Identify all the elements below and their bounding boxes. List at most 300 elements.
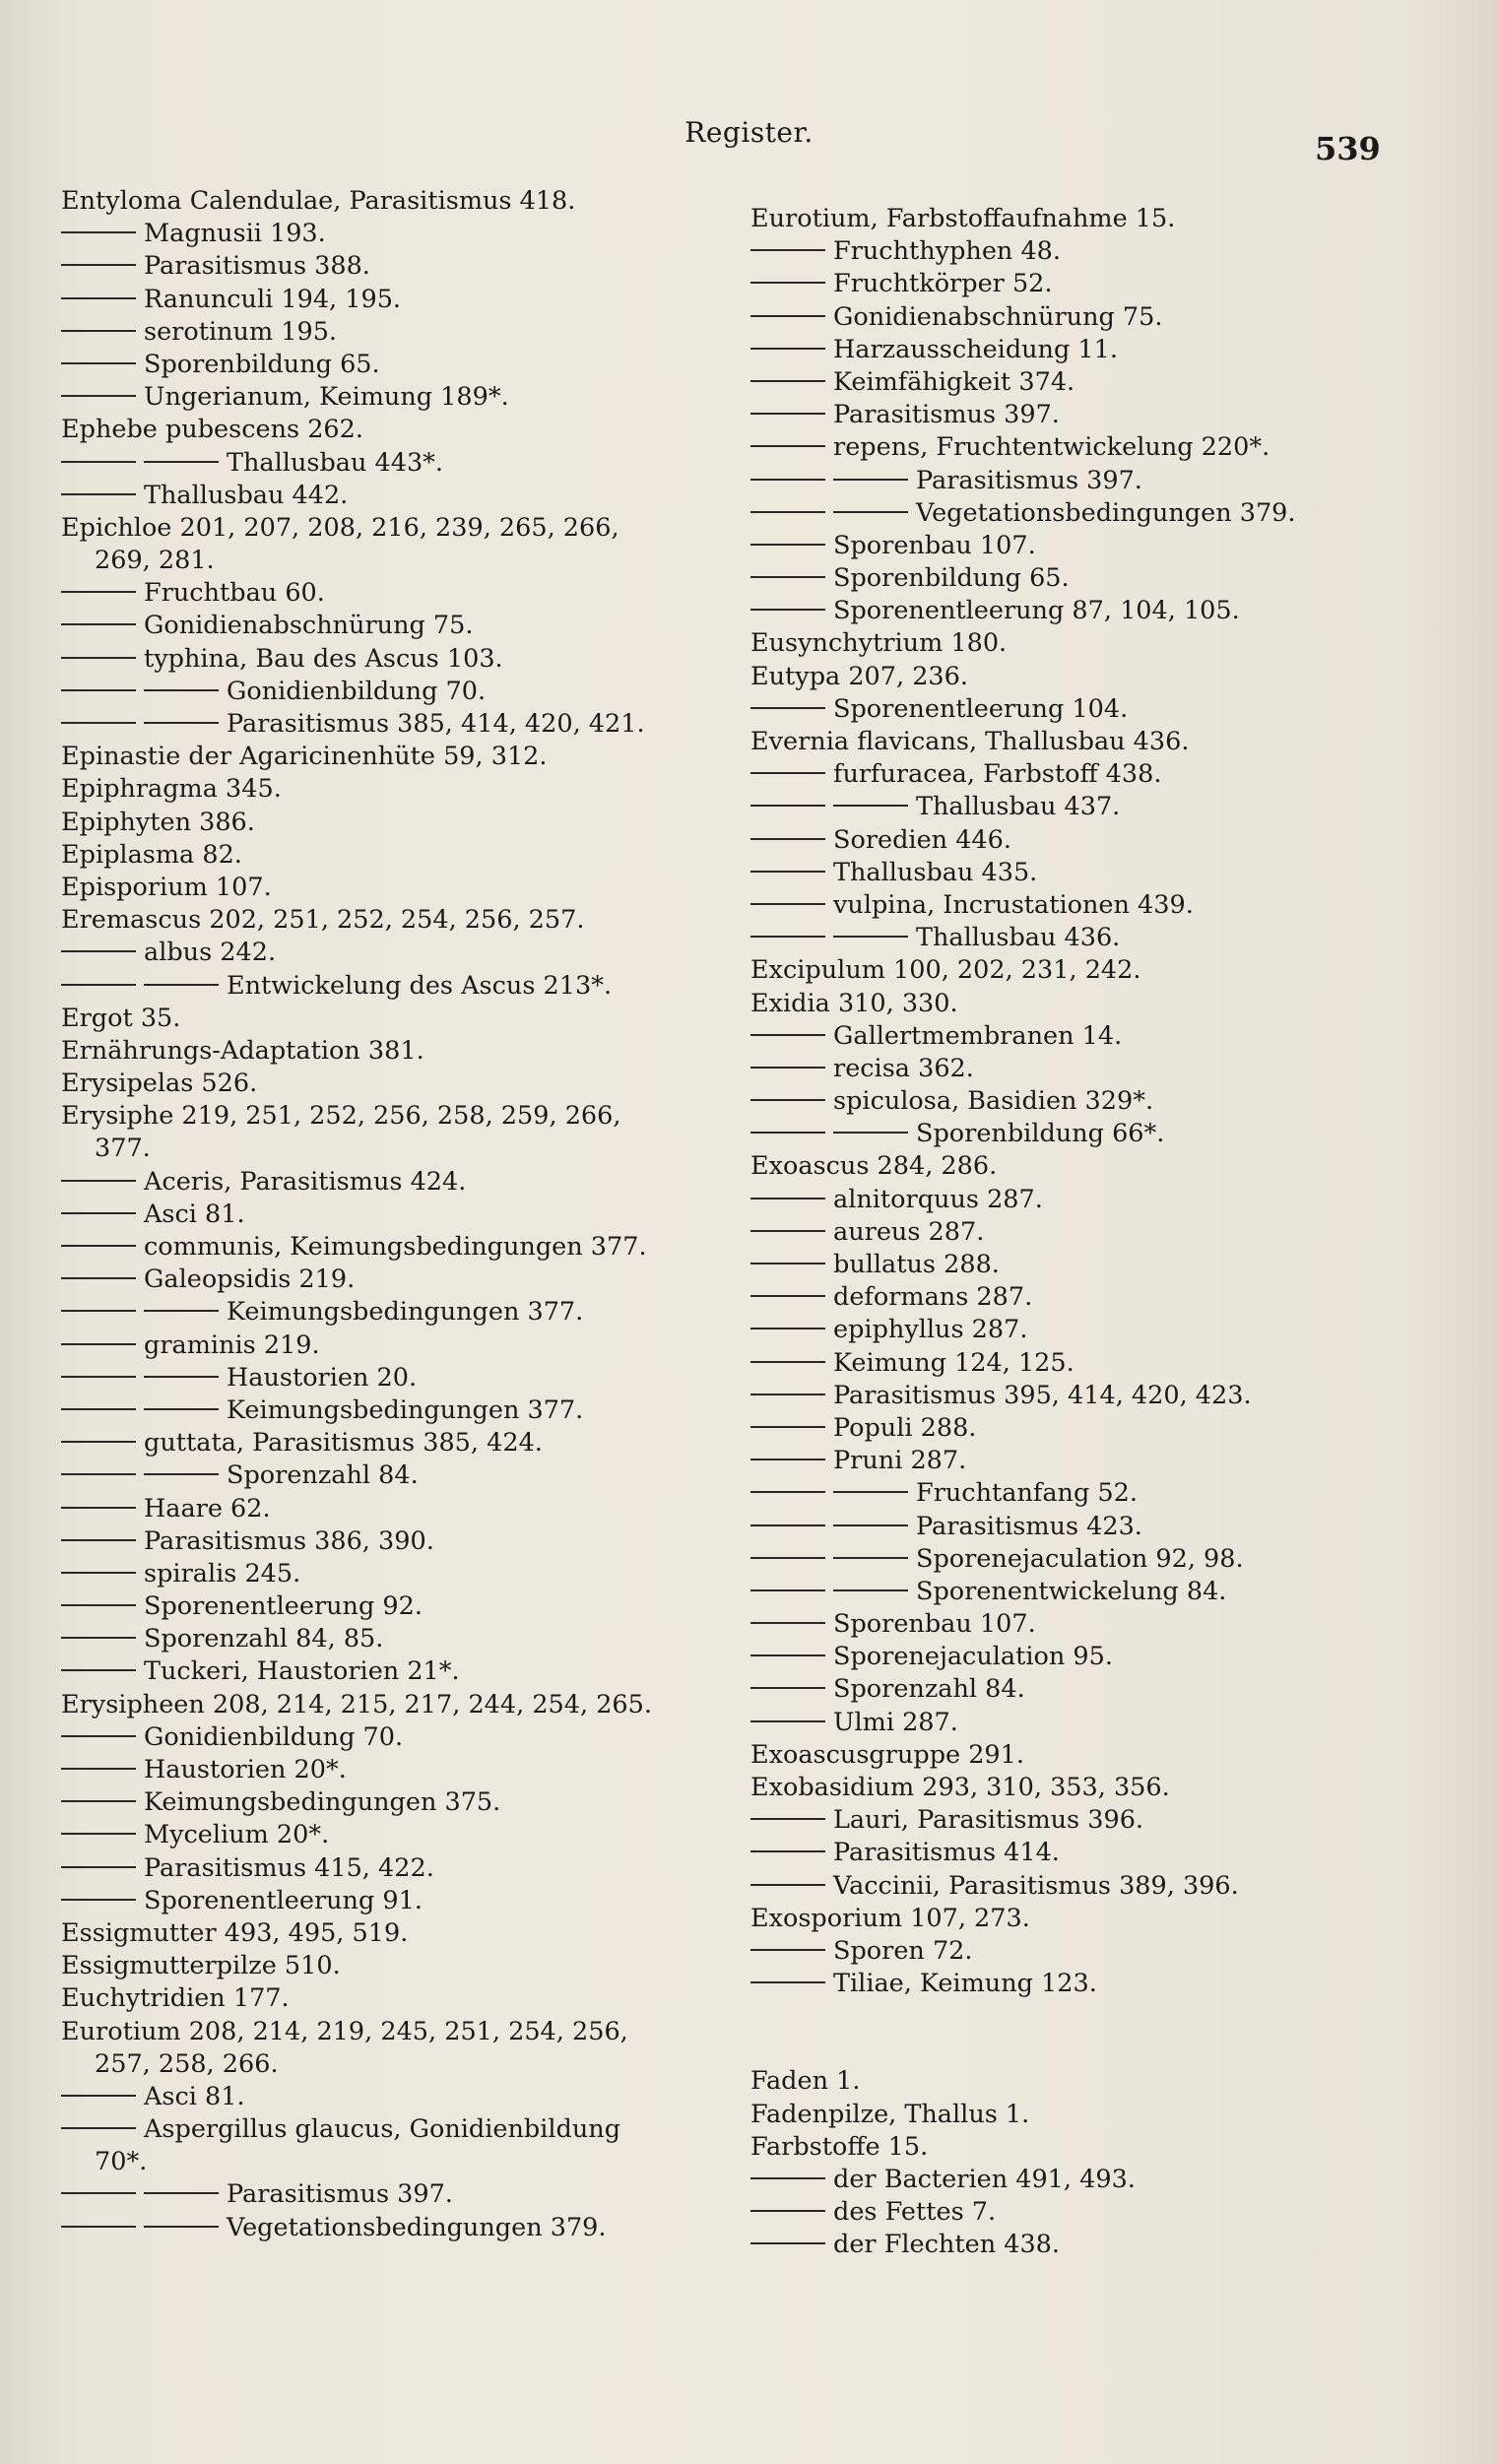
entry-text: Galeopsidis 219. — [144, 1264, 356, 1295]
ditto-dash — [61, 689, 136, 691]
entry-text: Sporenzahl 84. — [227, 1460, 419, 1491]
index-subentry — [61, 1819, 731, 1851]
ditto-dash — [61, 1441, 136, 1443]
index-subentry — [61, 1329, 731, 1362]
ditto-dash — [750, 1981, 825, 1983]
entry-text: Sporenentleerung 104. — [833, 693, 1129, 724]
index-entry — [61, 1950, 731, 1982]
entry-text: Epiphragma 345. — [61, 774, 282, 805]
entry-text: Parasitismus 414. — [833, 1838, 1060, 1868]
ditto-dash — [750, 772, 825, 774]
ditto-dash — [61, 1408, 136, 1410]
entry-text: Keimungsbedingungen 375. — [144, 1787, 501, 1818]
index-subentry — [750, 758, 1440, 791]
ditto-dash — [144, 1310, 219, 1312]
ditto-dash — [61, 1899, 136, 1901]
index-entry — [61, 839, 731, 872]
ditto-dash — [833, 1589, 908, 1591]
entry-text: Sporenbildung 65. — [833, 563, 1070, 594]
index-subentry — [750, 399, 1440, 431]
entry-text: graminis 219. — [144, 1329, 320, 1360]
ditto-dash — [833, 479, 908, 481]
entry-text: Ergot 35. — [61, 1003, 181, 1033]
index-subentry — [61, 2113, 731, 2146]
page-number: 539 — [1315, 130, 1381, 167]
ditto-dash — [61, 297, 136, 299]
entry-text: der Bacterien 491, 493. — [833, 2164, 1136, 2194]
entry-text: Evernia flavicans, Thallusbau 436. — [750, 727, 1190, 756]
index-entry-continuation — [61, 545, 731, 577]
entry-text: communis, Keimungsbedingungen 377. — [144, 1232, 647, 1262]
entry-text: 70*. — [95, 2147, 148, 2177]
ditto-dash — [61, 1212, 136, 1214]
ditto-dash — [750, 1034, 825, 1036]
entry-text: Asci 81. — [144, 1199, 245, 1229]
index-entry — [750, 2065, 1440, 2098]
index-subentry — [750, 1118, 1440, 1150]
index-subentry — [61, 218, 731, 250]
entry-text: Gonidienbildung 70. — [144, 1721, 404, 1752]
entry-text: Erysipelas 526. — [61, 1069, 258, 1099]
ditto-dash — [750, 1589, 825, 1591]
ditto-dash — [750, 249, 825, 251]
index-subentry — [61, 480, 731, 512]
index-subentry — [61, 970, 731, 1003]
entry-text: Parasitismus 397. — [227, 2179, 453, 2210]
index-subentry — [750, 1707, 1440, 1739]
index-subentry — [750, 2229, 1440, 2261]
ditto-dash — [750, 413, 825, 415]
entry-text: Gonidienabschnürung 75. — [833, 301, 1163, 332]
entry-text: Farbstoffe 15. — [750, 2131, 929, 2162]
index-subentry — [61, 1427, 731, 1459]
entry-text: Sporenentleerung 91. — [144, 1885, 423, 1915]
index-subentry — [750, 1380, 1440, 1412]
entry-text: Sporenbildung 65. — [144, 349, 380, 379]
entry-text: Gonidienbildung 70. — [227, 676, 487, 706]
index-subentry — [750, 2196, 1440, 2229]
entry-text: Exidia 310, 330. — [750, 988, 958, 1018]
ditto-dash — [61, 1310, 136, 1312]
entry-text: Sporenbau 107. — [833, 1609, 1036, 1640]
ditto-dash — [750, 1230, 825, 1232]
ditto-dash — [750, 2177, 825, 2179]
index-subentry — [750, 791, 1440, 823]
index-subentry — [61, 250, 731, 283]
ditto-dash — [61, 623, 136, 625]
ditto-dash — [61, 2127, 136, 2129]
entry-text: Eutypa 207, 236. — [750, 661, 968, 691]
ditto-dash — [750, 1067, 825, 1069]
ditto-dash — [833, 1524, 908, 1526]
index-entry — [750, 203, 1440, 235]
index-subentry — [61, 1166, 731, 1199]
ditto-dash — [61, 395, 136, 397]
ditto-dash — [750, 1361, 825, 1363]
entry-text: alnitorquus 287. — [833, 1184, 1043, 1214]
ditto-dash — [61, 1735, 136, 1737]
entry-text: Lauri, Parasitismus 396. — [833, 1805, 1144, 1836]
entry-text: Pruni 287. — [833, 1446, 967, 1476]
index-entry — [61, 1068, 731, 1100]
entry-text: Fruchtbau 60. — [144, 578, 325, 609]
entry-text: aureus 287. — [833, 1216, 985, 1247]
ditto-dash — [144, 1473, 219, 1475]
right-column — [750, 203, 1440, 2261]
ditto-dash — [750, 805, 825, 807]
entry-text: Magnusii 193. — [144, 219, 326, 249]
index-subentry — [61, 643, 731, 676]
ditto-dash — [61, 1768, 136, 1770]
ditto-dash — [750, 479, 825, 481]
index-subentry — [61, 1493, 731, 1525]
index-subentry — [750, 1968, 1440, 2000]
ditto-dash — [144, 2226, 219, 2228]
index-entry — [61, 872, 731, 904]
entry-text: Exosporium 107, 273. — [750, 1903, 1030, 1933]
index-subentry — [750, 562, 1440, 595]
ditto-dash — [61, 1539, 136, 1541]
index-subentry — [61, 1655, 731, 1688]
entry-text: Parasitismus 397. — [833, 400, 1060, 430]
index-entry-continuation — [61, 2048, 731, 2081]
ditto-dash — [750, 1687, 825, 1689]
index-entry — [750, 954, 1440, 987]
entry-text: Tiliae, Keimung 123. — [833, 1969, 1097, 1999]
index-subentry — [61, 676, 731, 708]
ditto-dash — [61, 231, 136, 233]
index-subentry — [750, 366, 1440, 399]
index-subentry — [750, 1347, 1440, 1380]
ditto-dash — [833, 511, 908, 513]
ditto-dash — [750, 1132, 825, 1134]
index-subentry — [750, 1935, 1440, 1968]
index-subentry — [750, 431, 1440, 464]
entry-text: Thallusbau 437. — [916, 792, 1121, 822]
ditto-dash — [750, 315, 825, 317]
entry-text: Vaccinii, Parasitismus 389, 396. — [833, 1870, 1239, 1901]
ditto-dash — [61, 2095, 136, 2097]
ditto-dash — [750, 1491, 825, 1493]
entry-text: Aspergillus glaucus, Gonidienbildung — [144, 2114, 621, 2145]
ditto-dash — [750, 1263, 825, 1264]
ditto-dash — [61, 493, 136, 495]
ditto-dash — [750, 1295, 825, 1297]
entry-text: Erysiphe 219, 251, 252, 256, 258, 259, 266, — [61, 1101, 621, 1132]
ditto-dash — [61, 1343, 136, 1345]
ditto-dash — [61, 461, 136, 463]
index-subentry — [750, 268, 1440, 300]
ditto-dash — [144, 461, 219, 463]
index-subentry — [61, 1721, 731, 1754]
ditto-dash — [144, 689, 219, 691]
ditto-dash — [750, 1524, 825, 1526]
ditto-dash — [750, 576, 825, 578]
index-subentry — [750, 595, 1440, 627]
index-subentry — [750, 1608, 1440, 1641]
entry-text: vulpina, Incrustationen 439. — [833, 889, 1194, 920]
ditto-dash — [750, 445, 825, 447]
entry-text: Keimungsbedingungen 377. — [227, 1394, 584, 1425]
entry-text: Eremascus 202, 251, 252, 254, 256, 257. — [61, 905, 585, 936]
entry-text: Thallusbau 435. — [833, 857, 1038, 887]
entry-text: Keimungsbedingungen 377. — [227, 1297, 584, 1328]
index-entry — [750, 2099, 1440, 2131]
left-column — [61, 185, 731, 2244]
entry-text: Aceris, Parasitismus 424. — [144, 1166, 467, 1197]
index-subentry — [61, 610, 731, 642]
ditto-dash — [750, 1426, 825, 1428]
entry-text: recisa 362. — [833, 1053, 974, 1083]
index-entry — [750, 1903, 1440, 1935]
index-subentry — [750, 1216, 1440, 1249]
index-subentry — [61, 708, 731, 741]
index-subentry — [750, 1314, 1440, 1346]
index-subentry — [61, 316, 731, 349]
entry-text: Ulmi 287. — [833, 1707, 958, 1737]
index-entry — [61, 741, 731, 773]
entry-text: Euchytridien 177. — [61, 1983, 290, 2014]
index-subentry — [750, 1249, 1440, 1281]
entry-text: Sporenejaculation 95. — [833, 1642, 1113, 1672]
entry-text: Sporenbildung 66*. — [916, 1119, 1165, 1149]
ditto-dash — [750, 1328, 825, 1329]
ditto-dash — [61, 1473, 136, 1475]
ditto-dash — [61, 1376, 136, 1378]
entry-text: Ungerianum, Keimung 189*. — [144, 382, 509, 413]
entry-text: Entyloma Calendulae, Parasitismus 418. — [61, 186, 576, 216]
index-subentry — [750, 889, 1440, 922]
ditto-dash — [144, 1408, 219, 1410]
index-entry — [750, 1739, 1440, 1772]
entry-text: Gonidienabschnürung 75. — [144, 611, 474, 641]
index-subentry — [750, 465, 1440, 497]
ditto-dash — [61, 1180, 136, 1182]
ditto-dash — [750, 1720, 825, 1722]
entry-text: Gallertmembranen 14. — [833, 1020, 1123, 1051]
index-entry — [61, 185, 731, 218]
entry-text: Haustorien 20*. — [144, 1755, 347, 1784]
ditto-dash — [750, 2210, 825, 2212]
ditto-dash — [750, 609, 825, 611]
running-header: Register. — [684, 116, 814, 149]
index-subentry — [750, 1085, 1440, 1118]
index-subentry — [750, 334, 1440, 366]
ditto-dash — [750, 348, 825, 350]
index-subentry — [61, 937, 731, 969]
index-subentry — [61, 1459, 731, 1492]
ditto-dash — [61, 1604, 136, 1606]
entry-text: Parasitismus 423. — [916, 1511, 1142, 1541]
index-subentry — [61, 1623, 731, 1655]
index-entry — [61, 1982, 731, 2015]
entry-text: Tuckeri, Haustorien 21*. — [144, 1656, 460, 1687]
index-subentry — [750, 1641, 1440, 1673]
ditto-dash — [750, 1884, 825, 1886]
entry-text: Thallusbau 442. — [144, 480, 349, 510]
ditto-dash — [750, 936, 825, 938]
index-subentry — [750, 1543, 1440, 1576]
entry-text: deformans 287. — [833, 1282, 1033, 1313]
index-entry — [61, 2016, 731, 2048]
index-subentry — [61, 381, 731, 414]
entry-text: Harzausscheidung 11. — [833, 334, 1118, 364]
index-subentry — [61, 284, 731, 316]
ditto-dash — [61, 984, 136, 986]
index-entry-continuation — [61, 1133, 731, 1165]
entry-text: Keimung 124, 125. — [833, 1347, 1075, 1378]
ditto-dash — [61, 1833, 136, 1835]
entry-text: typhina, Bau des Ascus 103. — [144, 643, 503, 674]
entry-text: Populi 288. — [833, 1412, 977, 1443]
entry-text: Asci 81. — [144, 2081, 245, 2111]
entry-text: Parasitismus 385, 414, 420, 421. — [227, 709, 645, 739]
index-subentry — [750, 922, 1440, 954]
index-subentry — [61, 1590, 731, 1623]
entry-text: 257, 258, 266. — [95, 2048, 279, 2079]
ditto-dash — [144, 2192, 219, 2194]
entry-text: Sporenejaculation 92, 98. — [916, 1543, 1244, 1574]
entry-text: Thallusbau 443*. — [227, 447, 444, 478]
entry-text: Epiplasma 82. — [61, 839, 242, 870]
ditto-dash — [833, 1132, 908, 1134]
index-subentry — [61, 1786, 731, 1819]
index-subentry — [750, 1576, 1440, 1608]
index-subentry — [61, 1885, 731, 1917]
entry-text: Fadenpilze, Thallus 1. — [750, 2099, 1030, 2129]
entry-text: 269, 281. — [95, 546, 215, 576]
index-subentry — [750, 693, 1440, 726]
entry-text: epiphyllus 287. — [833, 1315, 1028, 1345]
ditto-dash — [61, 1866, 136, 1868]
entry-text: Epinastie der Agaricinenhüte 59, 312. — [61, 742, 548, 772]
entry-text: Vegetationsbedingungen 379. — [227, 2212, 607, 2242]
ditto-dash — [144, 984, 219, 986]
entry-text: serotinum 195. — [144, 316, 338, 347]
index-subentry — [750, 1281, 1440, 1314]
ditto-dash — [750, 1850, 825, 1852]
index-subentry — [61, 1394, 731, 1427]
ditto-dash — [144, 1376, 219, 1378]
entry-text: Exobasidium 293, 310, 353, 356. — [750, 1773, 1170, 1802]
ditto-dash — [61, 1277, 136, 1279]
entry-text: Vegetationsbedingungen 379. — [916, 497, 1296, 528]
entry-text: Ranunculi 194, 195. — [144, 284, 402, 314]
entry-text: des Fettes 7. — [833, 2197, 997, 2228]
entry-text: Eusynchytrium 180. — [750, 628, 1008, 659]
ditto-dash — [750, 1818, 825, 1820]
ditto-dash — [750, 1949, 825, 1951]
entry-text: repens, Fruchtentwickelung 220*. — [833, 432, 1270, 463]
ditto-dash — [61, 362, 136, 364]
entry-text: Erysipheen 208, 214, 215, 217, 244, 254, 265. — [61, 1689, 652, 1719]
index-entry — [61, 904, 731, 937]
index-subentry — [750, 2164, 1440, 2196]
index-entry — [61, 512, 731, 545]
ditto-dash — [750, 871, 825, 873]
index-subentry — [61, 1362, 731, 1394]
entry-text: Eurotium 208, 214, 219, 245, 251, 254, 256, — [61, 2016, 628, 2046]
ditto-dash — [61, 591, 136, 593]
ditto-dash — [61, 1507, 136, 1509]
entry-text: Mycelium 20*. — [144, 1820, 330, 1850]
index-subentry — [750, 1837, 1440, 1869]
ditto-dash — [61, 2192, 136, 2194]
index-subentry — [61, 1264, 731, 1296]
index-entry — [61, 414, 731, 446]
ditto-dash — [61, 950, 136, 952]
entry-text: Ephebe pubescens 262. — [61, 415, 363, 445]
ditto-dash — [61, 2226, 136, 2228]
entry-text: Parasitismus 415, 422. — [144, 1852, 434, 1883]
entry-text: Eurotium, Farbstoffaufnahme 15. — [750, 204, 1176, 233]
index-subentry — [750, 824, 1440, 857]
ditto-dash — [833, 936, 908, 938]
entry-text: Sporenentleerung 87, 104, 105. — [833, 596, 1240, 626]
index-subentry — [750, 857, 1440, 889]
index-entry — [61, 1917, 731, 1950]
ditto-dash — [750, 1557, 825, 1559]
index-subentry — [750, 1870, 1440, 1903]
ditto-dash — [61, 722, 136, 724]
entry-text: Parasitismus 395, 414, 420, 423. — [833, 1380, 1252, 1410]
index-subentry — [750, 1020, 1440, 1053]
index-entry — [750, 1772, 1440, 1804]
index-subentry — [61, 1296, 731, 1329]
ditto-dash — [61, 1669, 136, 1671]
index-subentry — [61, 1852, 731, 1885]
index-entry — [750, 1150, 1440, 1183]
index-subentry — [750, 1673, 1440, 1706]
ditto-dash — [833, 1557, 908, 1559]
ditto-dash — [750, 1622, 825, 1624]
ditto-dash — [750, 1459, 825, 1460]
ditto-dash — [833, 1491, 908, 1493]
entry-text: Fruchthyphen 48. — [833, 236, 1062, 267]
ditto-dash — [750, 707, 825, 709]
index-entry — [750, 2131, 1440, 2164]
entry-text: Sporen 72. — [833, 1935, 973, 1966]
ditto-dash — [750, 544, 825, 546]
entry-text: Parasitismus 386, 390. — [144, 1525, 434, 1556]
entry-text: der Flechten 438. — [833, 2230, 1060, 2260]
entry-text: Sporenzahl 84. — [833, 1674, 1025, 1705]
index-subentry — [750, 1477, 1440, 1510]
index-entry — [750, 661, 1440, 693]
entry-text: Haustorien 20. — [227, 1362, 418, 1393]
entry-text: Essigmutterpilze 510. — [61, 1951, 341, 1981]
entry-text: Fruchtanfang 52. — [916, 1478, 1138, 1509]
index-subentry — [750, 1053, 1440, 1085]
entry-text: spiculosa, Basidien 329*. — [833, 1086, 1154, 1117]
index-subentry — [61, 1754, 731, 1786]
index-subentry — [61, 2178, 731, 2211]
entry-text: Sporenbau 107. — [833, 530, 1036, 560]
ditto-dash — [61, 1572, 136, 1574]
ditto-dash — [750, 511, 825, 513]
index-subentry — [61, 1231, 731, 1264]
index-subentry — [750, 1412, 1440, 1445]
index-subentry — [750, 1511, 1440, 1543]
entry-text: Soredien 446. — [833, 824, 1011, 855]
index-subentry — [750, 530, 1440, 562]
entry-text: Exoascusgruppe 291. — [750, 1739, 1024, 1770]
entry-text: furfuracea, Farbstoff 438. — [833, 759, 1162, 790]
entry-text: Essigmutter 493, 495, 519. — [61, 1917, 409, 1948]
entry-text: Excipulum 100, 202, 231, 242. — [750, 955, 1141, 986]
entry-text: Sporenentwickelung 84. — [916, 1576, 1227, 1606]
ditto-dash — [750, 2242, 825, 2244]
